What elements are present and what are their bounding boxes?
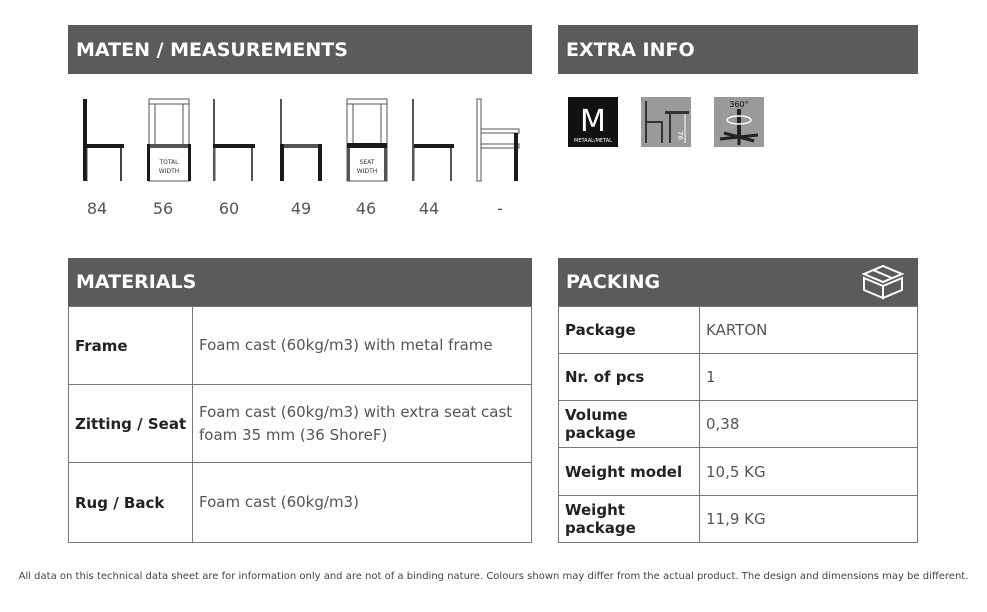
materials-table [68,306,532,543]
measurement-value: - [497,199,503,218]
packing-label: Nr. of pcs [559,354,700,401]
extra-info-header [558,25,918,74]
metal-icon-caption: METAAL/METAL [574,138,612,144]
materials-value-line: foam 35 mm (36 ShoreF) [199,425,388,444]
measurement-value: 84 [86,199,108,218]
table-row [69,385,532,463]
materials-label: Frame [69,307,193,385]
materials-label: Rug / Back [69,463,193,543]
materials-label: Zitting / Seat [69,385,193,463]
packing-label: Weight model [559,448,700,496]
materials-header [68,258,532,306]
packing-value: 10,5 KG [700,448,918,496]
table-row [559,307,918,354]
materials-value [193,307,532,385]
chair-seat-depth-diagram [210,97,258,183]
measurement-value: 46 [355,199,377,218]
table-height-value: 76 [676,131,684,140]
materials-value [193,385,532,463]
chair-armrest-diagram [474,97,522,183]
chair-seat-height-diagram [277,97,325,183]
materials-title: MATERIALS [76,271,197,293]
seat-width-label-2: WIDTH [356,168,378,175]
table-height-icon [641,97,691,147]
chair-total-width-diagram [147,97,191,183]
packing-value: KARTON [700,307,918,354]
materials-value-line: Foam cast (60kg/m3) [199,493,359,511]
chair-height-diagram [80,97,128,183]
packing-value: 1 [700,354,918,401]
table-row [559,448,918,496]
measurement-value: 60 [218,199,240,218]
swivel-label: 360° [729,100,749,109]
measurements-header [68,25,532,74]
materials-value-line: Foam cast (60kg/m3) with extra seat cast [199,402,513,421]
packing-value: 11,9 KG [700,496,918,543]
measurement-value: 44 [418,199,440,218]
packing-label: Volume package [559,401,700,448]
packing-value: 0,38 [700,401,918,448]
metal-icon-letter: M [580,104,606,139]
box-icon [860,262,906,302]
total-width-label-1: TOTAL [159,159,179,166]
materials-value [193,463,532,543]
metal-icon [568,97,618,147]
packing-label: Weight package [559,496,700,543]
extra-info-title: EXTRA INFO [566,38,695,61]
chair-inner-depth-diagram [409,97,457,183]
packing-table [558,306,918,543]
packing-label: Package [559,307,700,354]
measurements-title: MATEN / MEASUREMENTS [76,38,348,61]
disclaimer: All data on this technical data sheet are for information only and are not of a binding nature. Colours shown may differ from the actual product. The design and dimensions may be different. [18,571,969,582]
measurement-value: 49 [290,199,312,218]
table-row [559,496,918,543]
seat-width-label-1: SEAT [359,159,375,166]
table-row [559,401,918,448]
total-width-label-2: WIDTH [158,168,180,175]
packing-title: PACKING [566,271,661,293]
table-row [69,307,532,385]
table-row [69,463,532,543]
table-row [559,354,918,401]
swivel-icon [714,97,764,147]
measurement-value: 56 [152,199,174,218]
chair-seat-width-diagram [345,97,389,183]
materials-value-line: Foam cast (60kg/m3) with metal frame [199,336,493,354]
